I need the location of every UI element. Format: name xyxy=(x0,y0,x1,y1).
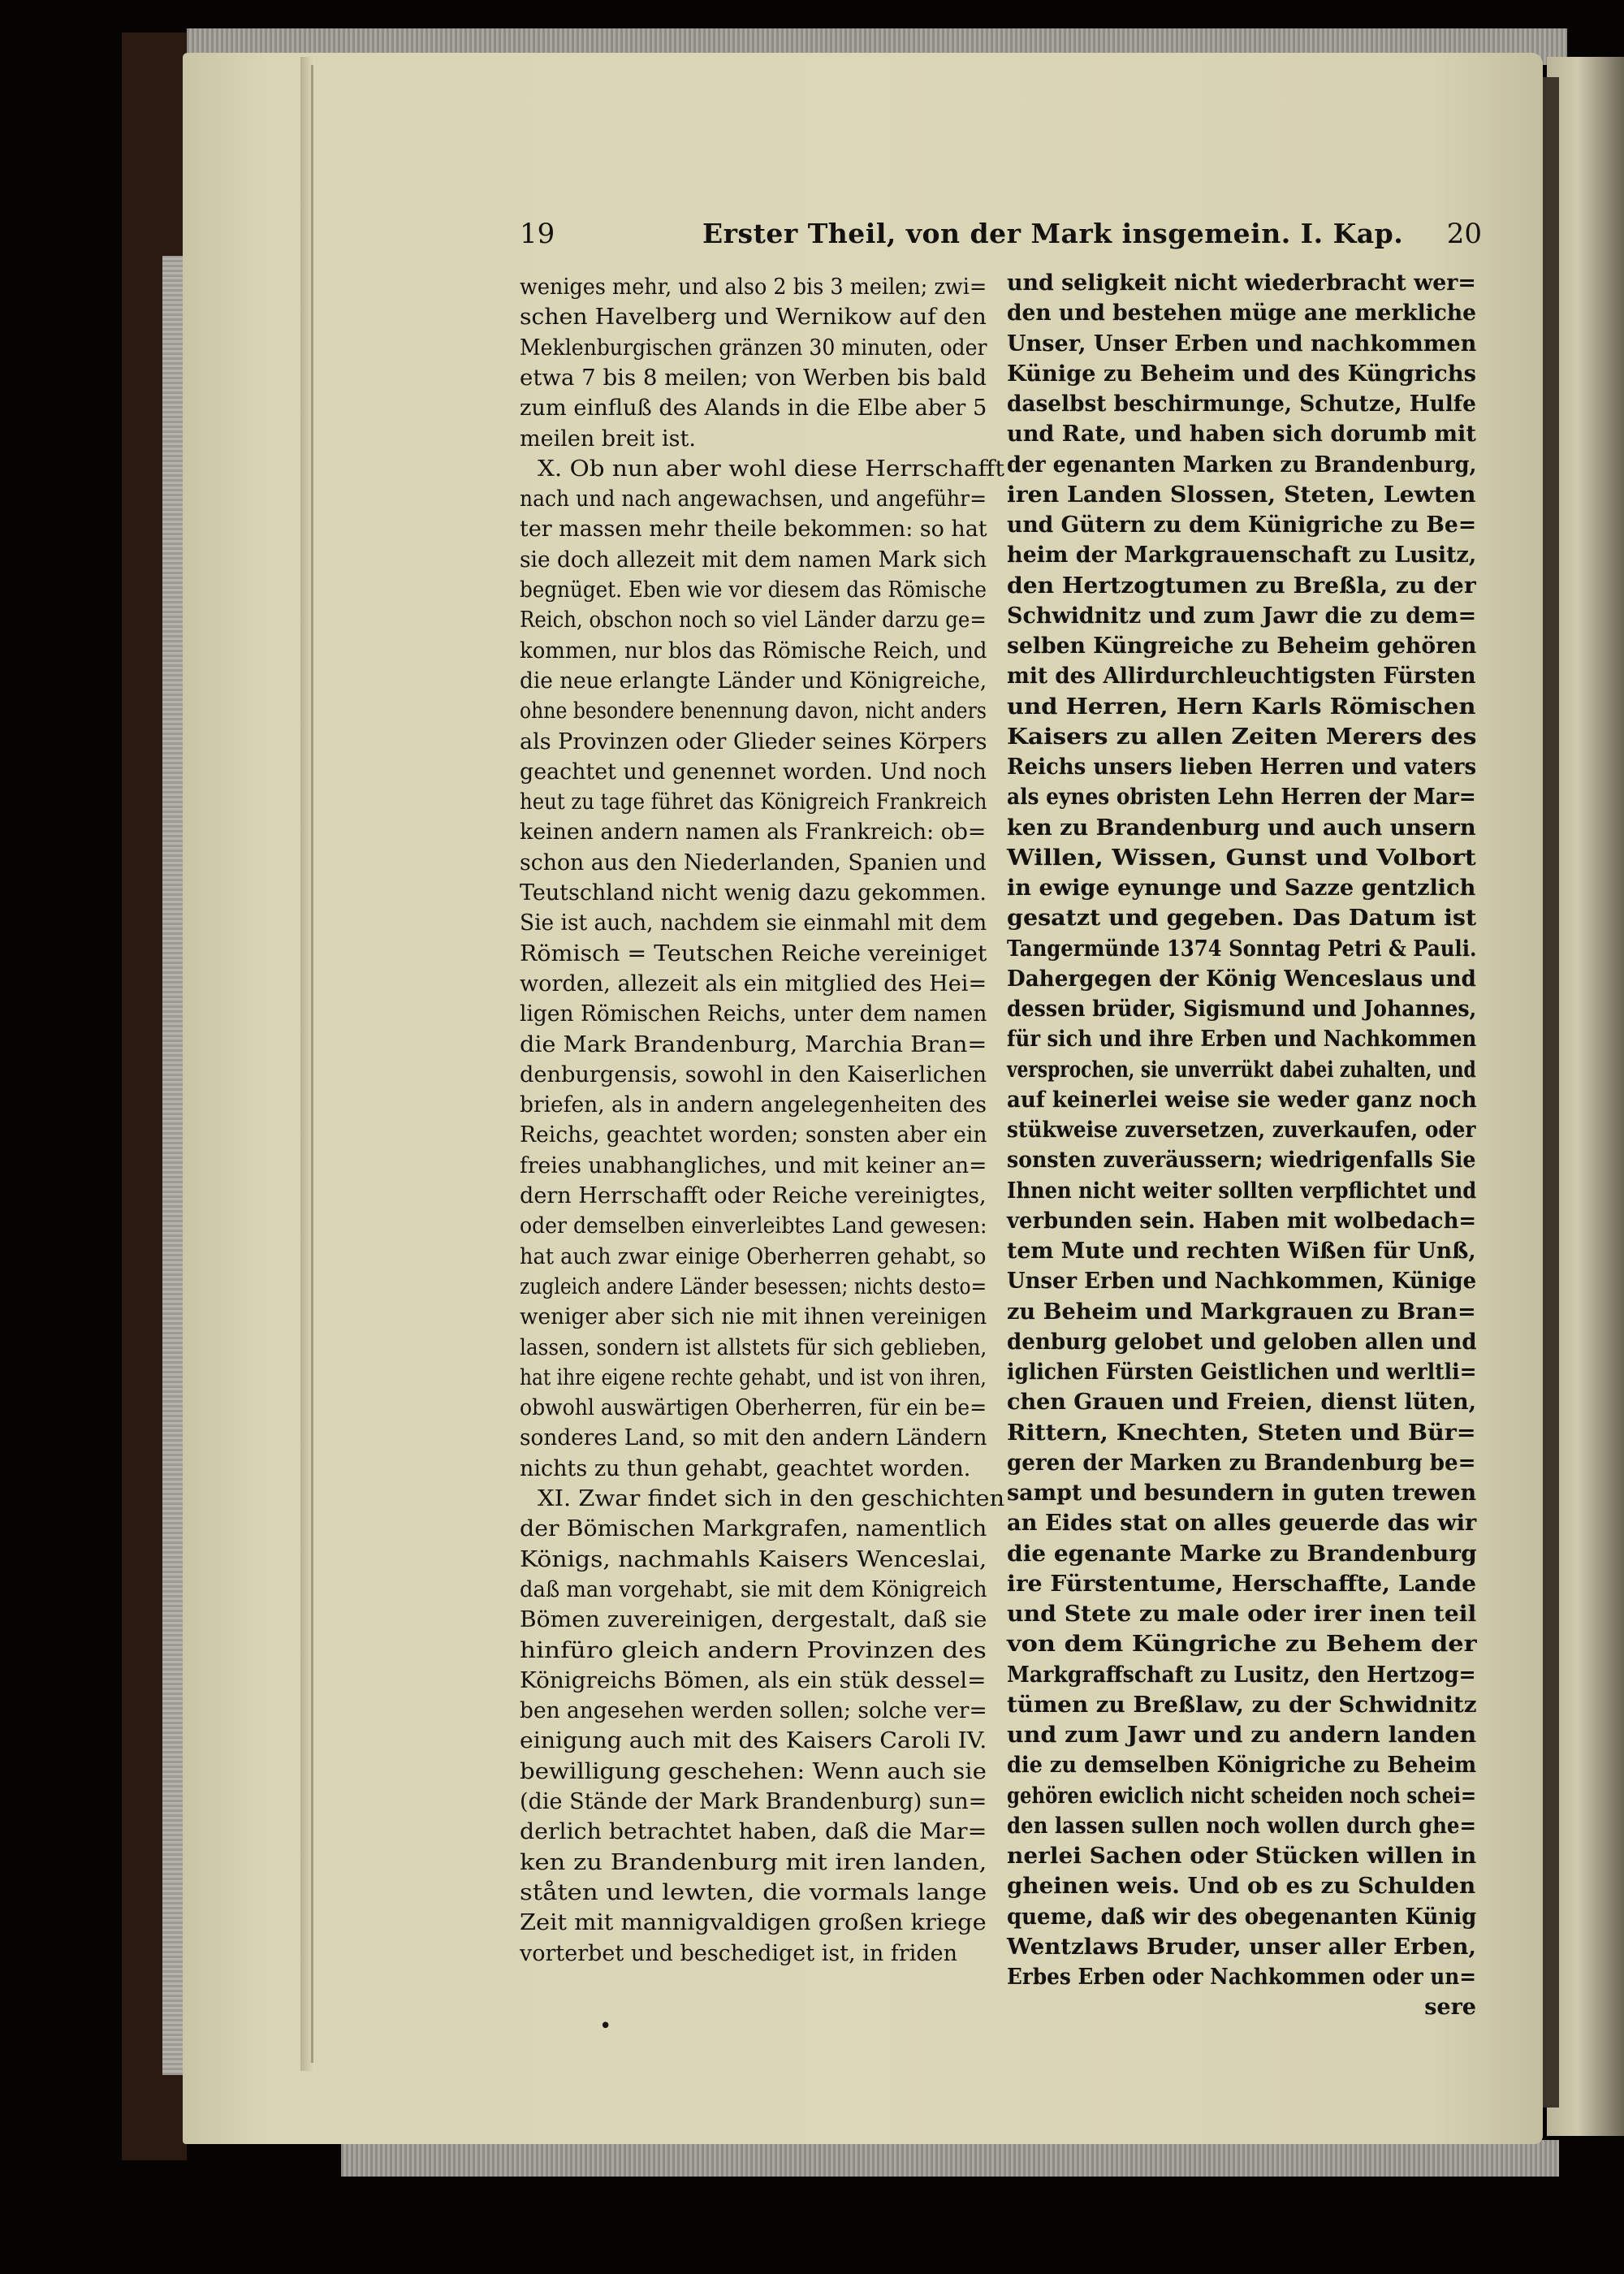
text-line: meilen breit ist. xyxy=(520,426,696,452)
text-line: tem Mute und rechten Wißen für Unß, xyxy=(1007,1239,1476,1264)
text-line: XI. Zwar findet sich in den geschichten xyxy=(538,1486,1005,1511)
text-line: die zu demselben Königriche zu Beheim xyxy=(1007,1753,1477,1779)
text-line: daselbst beschirmunge, Schutze, Hulfe xyxy=(1007,391,1476,417)
text-line: Römisch = Teutschen Reiche vereiniget xyxy=(520,940,987,966)
text-line: verbunden sein. Haben mit wolbedach= xyxy=(1007,1208,1477,1234)
text-line: ohne besondere benennung davon, nicht anders xyxy=(520,698,987,724)
page-number-left: 19 xyxy=(520,218,555,250)
text-line: vorterbet und beschediget ist, in friden xyxy=(520,1940,958,1966)
text-line: den lassen sullen noch wollen durch ghe= xyxy=(1007,1813,1476,1839)
text-line: sampt und besundern in guten trewen xyxy=(1007,1481,1477,1506)
text-line: dessen brüder, Sigismund und Johannes, xyxy=(1007,996,1477,1022)
text-line: chen Grauen und Freien, dienst lüten, xyxy=(1007,1390,1476,1416)
text-line: für sich und ihre Erben und Nachkommen xyxy=(1007,1027,1477,1053)
text-line: Markgraffschaft zu Lusitz, den Hertzog= xyxy=(1007,1662,1476,1688)
text-line: Rittern, Knechten, Steten und Bür= xyxy=(1007,1420,1476,1446)
text-line: daß man vorgehabt, sie mit dem Königreich xyxy=(520,1576,987,1602)
text-line: Königreichs Bömen, als ein stük dessel= xyxy=(520,1667,987,1693)
text-line: schon aus den Niederlanden, Spanien und xyxy=(520,850,987,875)
text-line: tümen zu Breßlaw, zu der Schwidnitz xyxy=(1007,1692,1477,1718)
text-line: und Herren, Hern Karls Römischen xyxy=(1007,694,1476,720)
text-line: bewilligung geschehen: Wenn auch sie xyxy=(520,1758,987,1784)
text-line: X. Ob nun aber wohl diese Herrschafft xyxy=(538,456,1005,482)
text-line: stükweise zuversetzen, zuverkaufen, oder xyxy=(1007,1118,1476,1143)
text-line: den Hertzogtumen zu Breßla, zu der xyxy=(1007,573,1476,599)
text-line: Reichs, geachtet worden; sonsten aber ein xyxy=(520,1122,987,1148)
text-line: freies unabhangliches, und mit keiner an= xyxy=(520,1152,987,1178)
text-line: Erbes Erben oder Nachkommen oder un= xyxy=(1007,1965,1476,1990)
text-line: iglichen Fürsten Geistlichen und werltli= xyxy=(1007,1360,1477,1385)
text-line: der Bömischen Markgrafen, namentlich xyxy=(520,1516,987,1542)
text-line: denburgensis, sowohl in den Kaiserlichen xyxy=(520,1061,987,1087)
text-line: Königs, nachmahls Kaisers Wenceslai, xyxy=(520,1546,987,1572)
text-line: ståten und lewten, die vormals lange xyxy=(520,1879,987,1905)
text-line: Teutschland nicht wenig dazu gekommen. xyxy=(520,880,987,906)
text-line: begnüget. Eben wie vor diesem das Römische xyxy=(520,577,987,603)
text-line: gehören ewiclich nicht scheiden noch schei= xyxy=(1007,1783,1477,1809)
binding-cloth-bottom xyxy=(341,2140,1559,2177)
text-line: von dem Küngriche zu Behem der xyxy=(1007,1632,1477,1658)
text-line: als eynes obristen Lehn Herren der Mar= xyxy=(1007,785,1476,811)
text-line: geren der Marken zu Brandenburg be= xyxy=(1007,1450,1476,1476)
text-line: heim der Markgrauenschaft zu Lusitz, xyxy=(1007,543,1477,568)
text-line: Schwidnitz und zum Jawr die zu dem= xyxy=(1007,603,1477,629)
text-line: Willen, Wissen, Gunst und Volbort xyxy=(1007,845,1476,871)
text-line: gesatzt und gegeben. Das Datum ist xyxy=(1007,906,1477,932)
text-line: Zeit mit mannigvaldigen großen kriege xyxy=(520,1910,987,1936)
printer-mark-dot: • xyxy=(599,2014,612,2038)
text-line: hat ihre eigene rechte gehabt, und ist von ihren, xyxy=(520,1364,987,1390)
text-line: der egenanten Marken zu Brandenburg, xyxy=(1007,452,1477,478)
text-line: auf keinerlei weise sie weder ganz noch xyxy=(1007,1087,1477,1113)
page-header xyxy=(520,218,1482,258)
text-line: hat auch zwar einige Oberherren gehabt, so xyxy=(520,1243,987,1269)
text-line: ken zu Brandenburg mit iren landen, xyxy=(520,1849,987,1875)
text-line: queme, daß wir des obegenanten Künig xyxy=(1007,1904,1477,1930)
text-line: zum einfluß des Alands in die Elbe aber 5 xyxy=(520,396,987,422)
text-line: briefen, als in andern angelegenheiten des xyxy=(520,1092,987,1118)
text-line: sonsten zuveräussern; wiedrigenfalls Sie xyxy=(1007,1148,1476,1174)
text-line: dern Herrschafft oder Reiche vereinigtes, xyxy=(520,1183,987,1208)
page-number-right: 20 xyxy=(1446,218,1482,250)
text-line: in ewige eynunge und Sazze gentzlich xyxy=(1007,875,1476,901)
text-line: Sie ist auch, nachdem sie einmahl mit dem xyxy=(520,910,987,936)
text-line: heut zu tage führet das Königreich Frankreich xyxy=(520,789,987,815)
text-line: worden, allezeit als ein mitglied des Hei= xyxy=(520,971,987,996)
text-line: nerlei Sachen oder Stücken willen in xyxy=(1007,1844,1477,1869)
text-line: geachtet und genennet worden. Und noch xyxy=(520,759,987,785)
text-line: nichts zu thun gehabt, geachtet worden. xyxy=(520,1455,971,1481)
text-line: Tangermünde 1374 Sonntag Petri & Pauli. xyxy=(1007,936,1477,962)
text-line: und Stete zu male oder irer inen teil xyxy=(1007,1602,1477,1627)
text-line: lassen, sondern ist allstets für sich geblieben, xyxy=(520,1334,987,1360)
text-line: weniger aber sich nie mit ihnen vereinigen xyxy=(520,1304,987,1330)
text-line: Bömen zuvereinigen, dergestalt, daß sie xyxy=(520,1607,987,1633)
text-line: Meklenburgischen gränzen 30 minuten, oder xyxy=(520,335,987,361)
text-line: an Eides stat on alles geuerde das wir xyxy=(1007,1511,1477,1537)
text-line: Wentzlaws Bruder, unser aller Erben, xyxy=(1007,1934,1476,1960)
text-line: ire Fürstentume, Herschaffte, Lande xyxy=(1007,1571,1477,1597)
text-line: und zum Jawr und zu andern landen xyxy=(1007,1723,1477,1748)
text-line: Dahergegen der König Wenceslaus und xyxy=(1007,966,1476,992)
text-line: weniges mehr, und also 2 bis 3 meilen; zwi= xyxy=(520,275,987,300)
text-line: die egenante Marke zu Brandenburg xyxy=(1007,1541,1477,1567)
text-line: selben Küngreiche zu Beheim gehören xyxy=(1007,633,1477,659)
text-line: denburg gelobet und geloben allen und xyxy=(1007,1329,1477,1355)
text-line: obwohl auswärtigen Oberherren, für ein be= xyxy=(520,1395,987,1421)
text-line: kommen, nur blos das Römische Reich, und xyxy=(520,638,987,664)
text-line: ben angesehen werden sollen; solche ver= xyxy=(520,1698,987,1724)
text-line: ter massen mehr theile bekommen: so hat xyxy=(520,517,987,543)
text-line: nach und nach angewachsen, und angeführ= xyxy=(520,486,987,512)
fold-line xyxy=(311,65,313,2063)
text-line: Reich, obschon noch so viel Länder darzu ge= xyxy=(520,607,987,633)
text-line: keinen andern namen als Frankreich: ob= xyxy=(520,819,987,845)
text-line: iren Landen Slossen, Steten, Lewten xyxy=(1007,482,1476,508)
text-line: einigung auch mit des Kaisers Caroli IV. xyxy=(520,1728,987,1754)
text-line: schen Havelberg und Wernikow auf den xyxy=(520,305,987,331)
text-line: (die Stände der Mark Brandenburg) sun= xyxy=(520,1789,987,1814)
text-line: sie doch allezeit mit dem namen Mark sich xyxy=(520,547,987,573)
text-line: sere xyxy=(1424,1995,1476,2021)
text-line: Reichs unsers lieben Herren und vaters xyxy=(1007,754,1477,780)
text-line: und Rate, und haben sich dorumb mit xyxy=(1007,422,1476,447)
text-line: Kaisers zu allen Zeiten Merers des xyxy=(1007,724,1477,750)
text-line: Unser Erben und Nachkommen, Künige xyxy=(1007,1269,1477,1295)
text-line: sonderes Land, so mit den andern Ländern xyxy=(520,1425,987,1451)
text-line: und seligkeit nicht wiederbracht wer= xyxy=(1007,270,1476,296)
text-line: zugleich andere Länder besessen; nichts desto= xyxy=(520,1273,987,1299)
text-line: die Mark Brandenburg, Marchia Bran= xyxy=(520,1031,987,1057)
text-line: oder demselben einverleibtes Land gewesen: xyxy=(520,1213,987,1239)
text-line: die neue erlangte Länder und Königreiche, xyxy=(520,668,987,694)
text-line: hinfüro gleich andern Provinzen des xyxy=(520,1637,987,1663)
running-head: Erster Theil, von der Mark insgemein. I. Kap. xyxy=(702,218,1404,249)
text-line: etwa 7 bis 8 meilen; von Werben bis bald xyxy=(520,365,987,391)
text-line: Ihnen nicht weiter sollten verpflichtet und xyxy=(1007,1178,1477,1204)
text-line: mit des Allirdurchleuchtigsten Fürsten xyxy=(1007,664,1476,690)
text-line: zu Beheim und Markgrauen zu Bran= xyxy=(1007,1299,1476,1325)
text-line: den und bestehen müge ane merkliche xyxy=(1007,300,1476,326)
text-line: als Provinzen oder Glieder seines Körpers xyxy=(520,728,987,754)
text-line: ken zu Brandenburg und auch unsern xyxy=(1007,815,1476,841)
text-line: und Gütern zu dem Künigriche zu Be= xyxy=(1007,512,1477,538)
text-line: versprochen, sie unverrükt dabei zuhalten, und xyxy=(1007,1057,1476,1083)
text-line: derlich betrachtet haben, daß die Mar= xyxy=(520,1819,987,1845)
text-line: Künige zu Beheim und des Küngrichs xyxy=(1007,361,1476,387)
text-line: ligen Römischen Reichs, unter dem namen xyxy=(520,1001,987,1027)
text-line: gheinen weis. Und ob es zu Schulden xyxy=(1007,1874,1476,1900)
text-line: Unser, Unser Erben und nachkommen xyxy=(1007,331,1477,357)
